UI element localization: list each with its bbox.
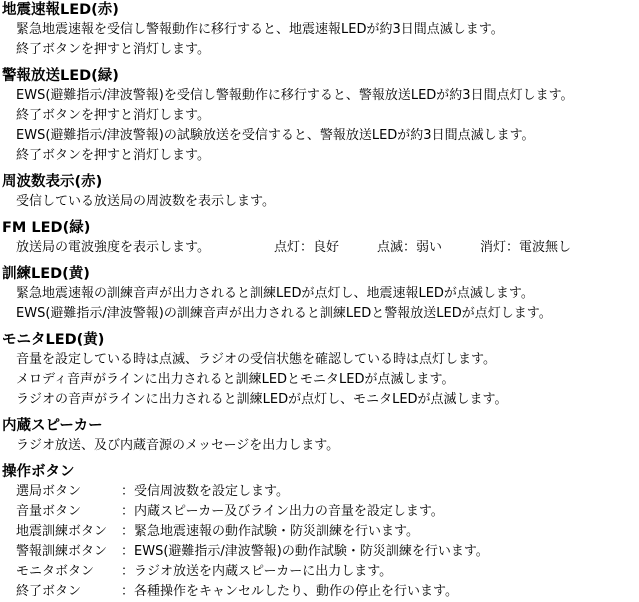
button-description-row [2,582,639,602]
fm-description: 放送局の電波強度を表示します。 [16,240,210,255]
section-heading: 操作ボタン [2,464,75,480]
button-description-row [2,562,639,582]
section-quake-led [2,0,639,60]
button-description-row [2,502,639,522]
button-description: ：受信周波数を設定します。 [121,484,289,499]
button-description: ：EWS(避難指示/津波警報)の動作試験・防災訓練を行います。 [121,544,489,559]
body-line: 受信している放送局の周波数を表示します。 [16,194,275,209]
body-line: EWS(避難指示/津波警報)の試験放送を受信すると、警報放送LEDが約3日間点滅します。 [16,128,535,143]
body-line: 終了ボタンを押すと消灯します。 [16,148,210,163]
fm-off-state: 消灯：電波無し [480,240,572,255]
fm-lit-state: 点灯：良好 [274,240,340,255]
button-description-row [2,482,639,502]
section-heading: 周波数表示(赤) [2,174,103,190]
section-heading: 地震速報LED(赤) [2,2,119,18]
body-line: 音量を設定している時は点滅、ラジオの受信状態を確認している時は点灯します。 [16,352,496,367]
button-description: ：内蔵スピーカー及びライン出力の音量を設定します。 [121,504,444,519]
section-built-in-speaker [2,416,639,456]
button-name: 音量ボタン [16,504,82,519]
body-line: EWS(避難指示/津波警報)の訓練音声が出力されると訓練LEDと警報放送LEDが点灯します。 [16,306,552,321]
section-monitor-led [2,330,639,410]
section-operation-buttons [2,462,639,602]
body-line: 終了ボタンを押すと消灯します。 [16,108,210,123]
body-line: 終了ボタンを押すと消灯します。 [16,42,210,57]
document [2,0,639,602]
button-description: ：ラジオ放送を内蔵スピーカーに出力します。 [121,564,393,579]
section-heading: FM LED(緑) [2,220,91,236]
body-line: 緊急地震速報を受信し警報動作に移行すると、地震速報LEDが約3日間点滅します。 [16,22,504,37]
section-heading: 警報放送LED(緑) [2,68,119,84]
button-description-row [2,542,639,562]
section-frequency-display [2,172,639,212]
fm-blink-state: 点滅：弱い [377,240,443,255]
section-heading: 訓練LED(黄) [2,266,90,282]
body-line: EWS(避難指示/津波警報)を受信し警報動作に移行すると、警報放送LEDが約3日間点灯します。 [16,88,574,103]
body-line: ラジオの音声がラインに出力されると訓練LEDが点灯し、モニタLEDが点滅します。 [16,392,508,407]
section-training-led [2,264,639,324]
section-heading: モニタLED(黄) [2,332,105,348]
button-name: モニタボタン [16,564,95,579]
button-name: 警報訓練ボタン [16,544,108,559]
body-line: 緊急地震速報の訓練音声が出力されると訓練LEDが点灯し、地震速報LEDが点滅します。 [16,286,534,301]
button-description: ：各種操作をキャンセルしたり、動作の停止を行います。 [121,584,458,599]
button-description: ：緊急地震速報の動作試験・防災訓練を行います。 [121,524,419,539]
button-name: 終了ボタン [16,584,82,599]
body-line: メロディ音声がラインに出力されると訓練LEDとモニタLEDが点滅します。 [16,372,455,387]
section-fm-led [2,218,639,258]
body-line: ラジオ放送、及び内蔵音源のメッセージを出力します。 [16,438,340,453]
button-description-row [2,522,639,542]
fm-description-row [2,238,639,258]
button-name: 地震訓練ボタン [16,524,108,539]
section-alarm-led [2,66,639,166]
button-name: 選局ボタン [16,484,82,499]
section-heading: 内蔵スピーカー [2,418,103,434]
